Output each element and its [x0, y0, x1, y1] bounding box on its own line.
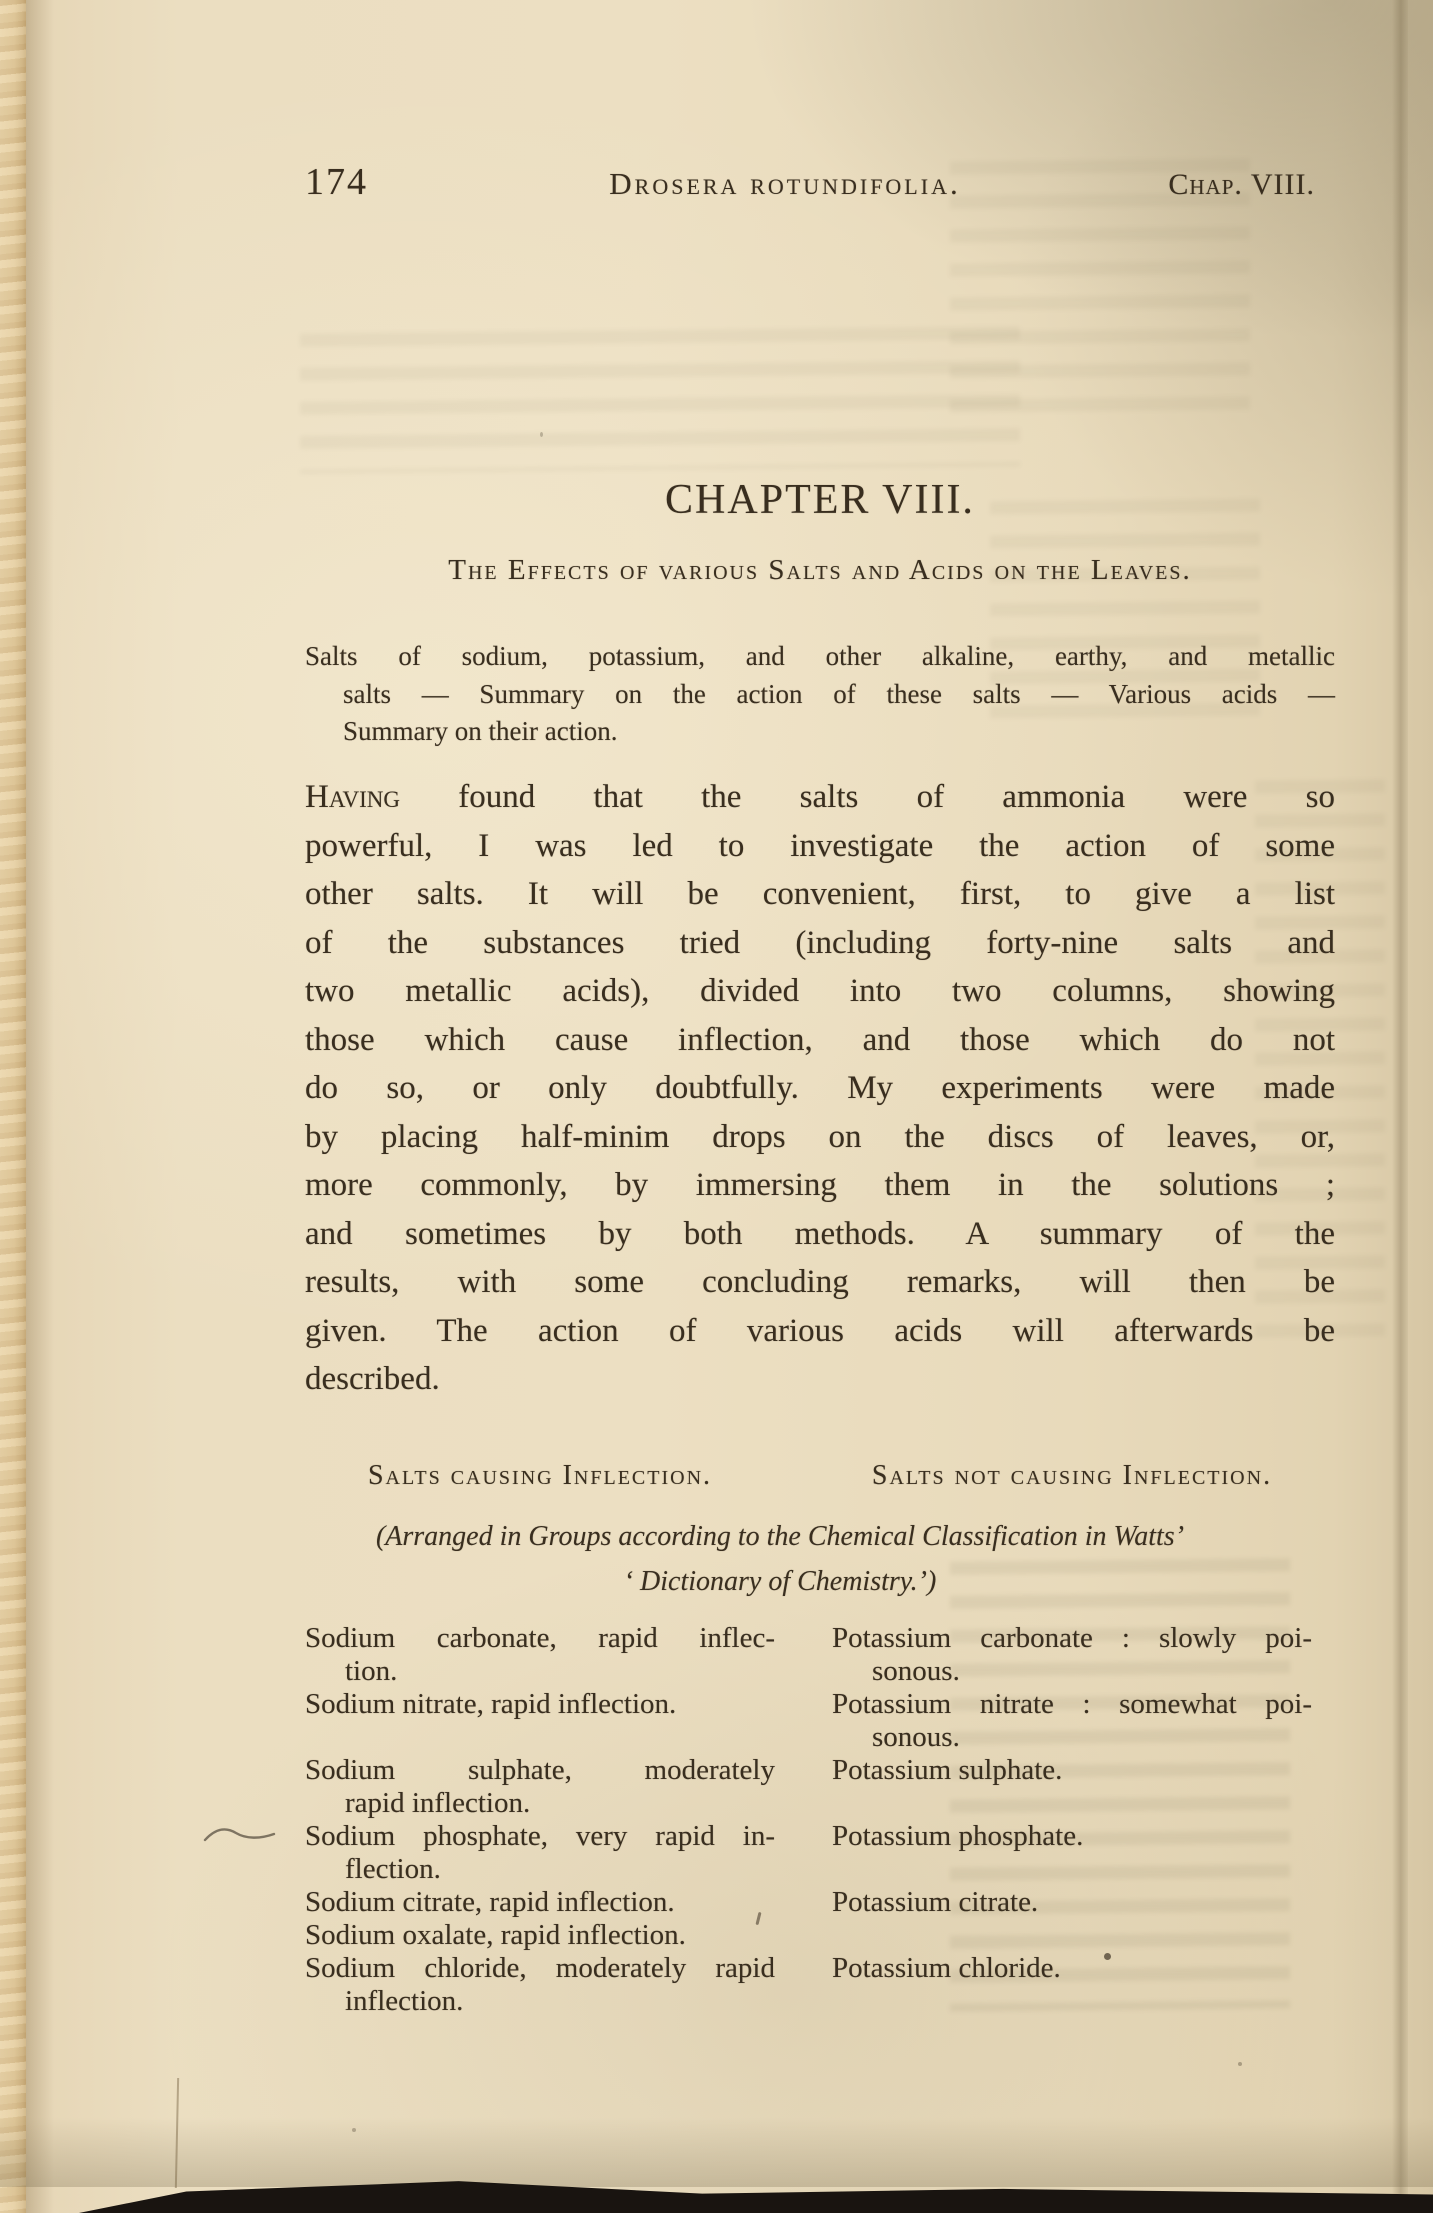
salt-cell-right [832, 1952, 1312, 2018]
salt-cell-left [305, 1952, 775, 2018]
salt-list-headers [305, 1460, 1335, 1492]
salt-cell-right [832, 1886, 1312, 1919]
salt-table-row [305, 1622, 1335, 1688]
chapter-marker: Chap. VIII. [1168, 168, 1315, 201]
body-text-line: more commonly, by immersing them in the solutions ; [305, 1167, 1335, 1203]
body-text-line: results, with some concluding remarks, will then be [305, 1264, 1335, 1300]
body-text-line: two metallic acids), divided into two columns, showing [305, 973, 1335, 1009]
salt-cell-right [832, 1754, 1312, 1820]
running-header [305, 160, 1315, 204]
argument-line: Salts of sodium, potassium, and other alkaline, earthy, and metallic [305, 641, 1335, 671]
body-text-line: powerful, I was led to investigate the action of some [305, 827, 1335, 864]
chapter-argument [305, 638, 1335, 751]
salt-item-line: inflection. [345, 1985, 464, 2017]
salt-item-line: sonous. [872, 1721, 960, 1753]
salt-item-line: Potassium nitrate : somewhat poi- [832, 1688, 1312, 1720]
salt-table-row [305, 1820, 1335, 1886]
salt-cell-right [832, 1622, 1312, 1688]
salt-cell-right [832, 1919, 1312, 1952]
running-title: Drosera rotundifolia. [609, 166, 961, 201]
arrangement-note [305, 1514, 1255, 1604]
salt-table-row [305, 1688, 1335, 1754]
body-text-line: and sometimes by both methods. A summary of the [305, 1215, 1335, 1252]
page-edge-shadow [26, 0, 54, 2213]
note-line: (Arranged in Groups according to the Chemical Classification in Watts’ [375, 1521, 1185, 1552]
ink-speck [540, 432, 543, 437]
body-line-rest: found that the salts of ammonia were so [458, 779, 1336, 815]
salt-cell-left [305, 1622, 775, 1688]
chapter-subtitle: The Effects of various Salts and Acids on the Leaves. [448, 554, 1192, 586]
salt-cell-left [305, 1688, 775, 1754]
salt-item-line: rapid inflection. [345, 1787, 531, 1819]
salt-item-line: Potassium citrate. [832, 1886, 1039, 1918]
salt-table-row [305, 1952, 1335, 2018]
salt-item-line: tion. [345, 1655, 398, 1687]
ink-speck [1238, 2062, 1242, 2066]
body-lines [305, 822, 1335, 1404]
salt-item-line: Potassium sulphate. [832, 1754, 1063, 1786]
page-deckle-edge [0, 0, 26, 2213]
salt-item-line: Sodium chloride, moderately rapid [305, 1952, 775, 1984]
page-number: 174 [305, 161, 368, 203]
note-line: ‘ Dictionary of Chemistry.’) [623, 1566, 937, 1597]
salt-item-line: Sodium sulphate, moderately [305, 1754, 775, 1786]
body-text-line: of the substances tried (including forty-nine salts and [305, 924, 1335, 961]
salt-item-line: Sodium nitrate, rapid inflection. [305, 1688, 677, 1720]
body-text-line: given. The action of various acids will afterwards be [305, 1312, 1335, 1349]
chapter-heading: CHAPTER VIII. [665, 477, 975, 523]
body-text-line [305, 773, 1335, 822]
salt-item-line: Potassium phosphate. [832, 1820, 1084, 1852]
salt-table-row [305, 1754, 1335, 1820]
ink-speck [352, 2128, 356, 2132]
bottom-shadow [0, 2117, 1433, 2187]
body-text-line: do so, or only doubtfully. My experiments were made [305, 1070, 1335, 1106]
body-text-line: those which cause inflection, and those which do not [305, 1021, 1335, 1058]
salt-table [305, 1622, 1335, 2018]
salts-not-causing-header: Salts not causing Inflection. [871, 1460, 1273, 1491]
salt-cell-left [305, 1919, 775, 1952]
salt-cell-right [832, 1820, 1312, 1886]
salts-causing-header: Salts causing Inflection. [367, 1460, 713, 1491]
salt-item-line: Potassium carbonate : slowly poi- [832, 1622, 1312, 1654]
page-right-crease [1392, 0, 1408, 2213]
salt-cell-left [305, 1886, 775, 1919]
salt-item-line: sonous. [872, 1655, 960, 1687]
salt-item-line: Sodium oxalate, rapid inflection. [305, 1919, 686, 1951]
salt-item-line: flection. [345, 1853, 441, 1885]
salt-item-line: Sodium phosphate, very rapid in- [305, 1820, 775, 1852]
salt-item-line: Potassium chloride. [832, 1952, 1061, 1984]
body-text-line: other salts. It will be convenient, first, to give a list [305, 876, 1335, 912]
salt-rows [305, 1622, 1335, 2018]
salt-cell-left [305, 1820, 775, 1886]
margin-pen-mark [202, 1820, 278, 1850]
salt-cell-left [305, 1754, 775, 1820]
salt-item-line: Sodium carbonate, rapid inflec- [305, 1622, 775, 1654]
argument-line: salts — Summary on the action of these salts — Various acids — [343, 678, 1335, 709]
salt-item-line: Sodium citrate, rapid inflection. [305, 1886, 675, 1918]
argument-line: Summary on their action. [343, 716, 618, 746]
salt-table-row [305, 1919, 1335, 1952]
body-paragraph [305, 773, 1335, 1404]
header-gap [775, 1460, 832, 1492]
body-text-line: described. [305, 1361, 440, 1397]
salt-table-row [305, 1886, 1335, 1919]
show-through-patch [300, 326, 1020, 474]
body-text-line: by placing half-minim drops on the discs of leaves, or, [305, 1118, 1335, 1155]
opening-word: Having [305, 779, 400, 815]
salt-cell-right [832, 1688, 1312, 1754]
